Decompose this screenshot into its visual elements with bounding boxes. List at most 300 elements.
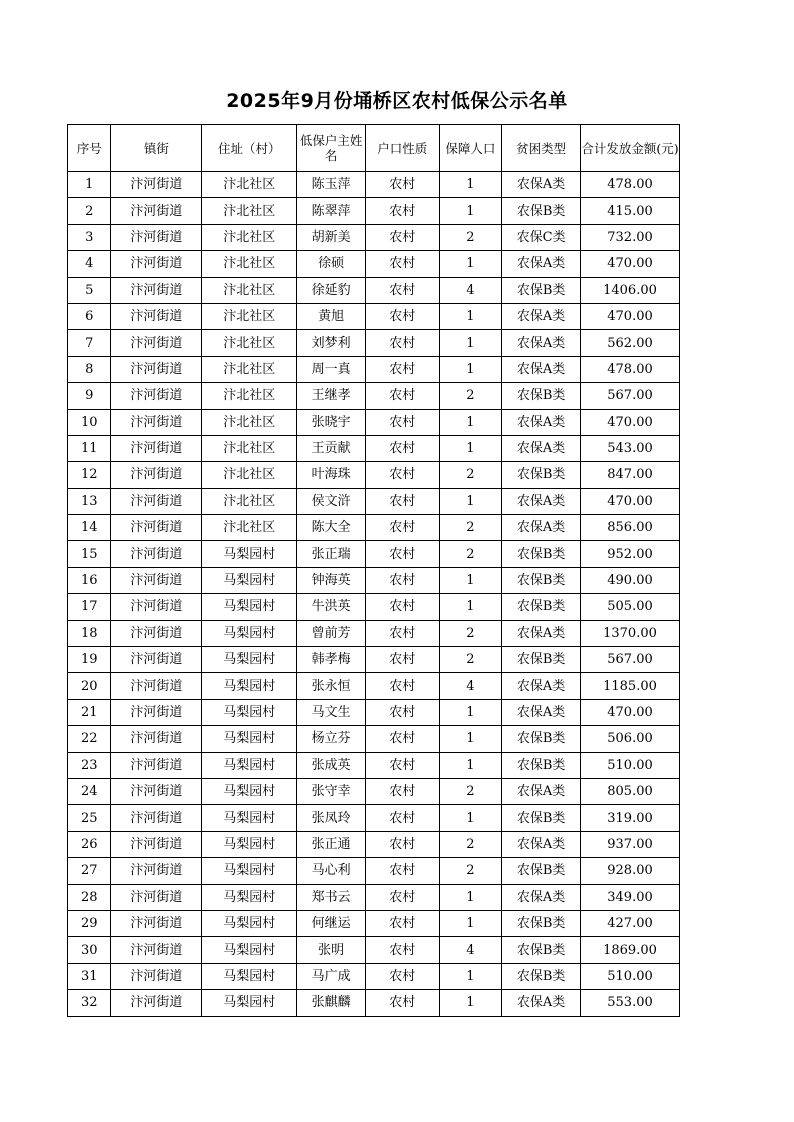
cell-address: 马梨园村 [202, 726, 297, 752]
cell-index: 14 [68, 515, 111, 541]
cell-covered-people: 1 [439, 409, 502, 435]
cell-covered-people: 1 [439, 488, 502, 514]
cell-covered-people: 1 [439, 726, 502, 752]
cell-poverty-type: 农保A类 [502, 330, 581, 356]
table-row [68, 910, 680, 936]
column-header-covered-people: 保障人口 [439, 125, 502, 172]
cell-town: 汴河街道 [111, 884, 202, 910]
cell-covered-people: 2 [439, 858, 502, 884]
table-row [68, 356, 680, 382]
cell-householder: 胡新美 [297, 224, 366, 250]
cell-total-amount: 470.00 [581, 303, 680, 329]
cell-householder: 马文生 [297, 699, 366, 725]
table-row [68, 383, 680, 409]
cell-hukou: 农村 [365, 937, 439, 963]
table-row [68, 330, 680, 356]
cell-hukou: 农村 [365, 541, 439, 567]
cell-covered-people: 4 [439, 673, 502, 699]
cell-covered-people: 1 [439, 910, 502, 936]
table-row [68, 673, 680, 699]
cell-address: 汴北社区 [202, 462, 297, 488]
cell-covered-people: 1 [439, 435, 502, 461]
table-row [68, 752, 680, 778]
table-row [68, 224, 680, 250]
cell-covered-people: 1 [439, 172, 502, 198]
cell-covered-people: 1 [439, 251, 502, 277]
cell-hukou: 农村 [365, 409, 439, 435]
cell-total-amount: 1406.00 [581, 277, 680, 303]
recipient-table [67, 124, 680, 1017]
table-row [68, 990, 680, 1016]
cell-poverty-type: 农保A类 [502, 831, 581, 857]
cell-total-amount: 470.00 [581, 409, 680, 435]
cell-total-amount: 415.00 [581, 198, 680, 224]
cell-hukou: 农村 [365, 303, 439, 329]
cell-town: 汴河街道 [111, 910, 202, 936]
cell-householder: 陈玉萍 [297, 172, 366, 198]
table-row [68, 778, 680, 804]
cell-poverty-type: 农保A类 [502, 172, 581, 198]
cell-total-amount: 543.00 [581, 435, 680, 461]
cell-index: 19 [68, 647, 111, 673]
cell-index: 17 [68, 594, 111, 620]
cell-total-amount: 1370.00 [581, 620, 680, 646]
cell-householder: 叶海珠 [297, 462, 366, 488]
cell-total-amount: 952.00 [581, 541, 680, 567]
cell-poverty-type: 农保B类 [502, 541, 581, 567]
cell-poverty-type: 农保B类 [502, 383, 581, 409]
cell-index: 5 [68, 277, 111, 303]
cell-covered-people: 1 [439, 356, 502, 382]
column-header-hukou: 户口性质 [365, 125, 439, 172]
cell-poverty-type: 农保A类 [502, 515, 581, 541]
table-row [68, 805, 680, 831]
cell-covered-people: 1 [439, 699, 502, 725]
cell-index: 2 [68, 198, 111, 224]
cell-hukou: 农村 [365, 884, 439, 910]
cell-hukou: 农村 [365, 990, 439, 1016]
cell-hukou: 农村 [365, 277, 439, 303]
cell-address: 马梨园村 [202, 647, 297, 673]
cell-householder: 黄旭 [297, 303, 366, 329]
cell-householder: 张麒麟 [297, 990, 366, 1016]
cell-poverty-type: 农保A类 [502, 251, 581, 277]
cell-total-amount: 505.00 [581, 594, 680, 620]
cell-address: 汴北社区 [202, 251, 297, 277]
cell-householder: 韩孝梅 [297, 647, 366, 673]
column-header-town: 镇街 [111, 125, 202, 172]
cell-poverty-type: 农保B类 [502, 567, 581, 593]
cell-index: 29 [68, 910, 111, 936]
cell-covered-people: 1 [439, 567, 502, 593]
cell-address: 汴北社区 [202, 303, 297, 329]
cell-address: 汴北社区 [202, 435, 297, 461]
cell-householder: 侯文浒 [297, 488, 366, 514]
cell-covered-people: 2 [439, 224, 502, 250]
cell-town: 汴河街道 [111, 198, 202, 224]
cell-covered-people: 4 [439, 937, 502, 963]
cell-address: 汴北社区 [202, 409, 297, 435]
cell-hukou: 农村 [365, 699, 439, 725]
cell-householder: 杨立芬 [297, 726, 366, 752]
cell-covered-people: 2 [439, 541, 502, 567]
cell-poverty-type: 农保A类 [502, 409, 581, 435]
table-row [68, 567, 680, 593]
cell-town: 汴河街道 [111, 172, 202, 198]
cell-town: 汴河街道 [111, 963, 202, 989]
cell-poverty-type: 农保B类 [502, 858, 581, 884]
cell-town: 汴河街道 [111, 937, 202, 963]
cell-total-amount: 506.00 [581, 726, 680, 752]
cell-poverty-type: 农保A类 [502, 884, 581, 910]
cell-address: 马梨园村 [202, 910, 297, 936]
column-header-total-amount: 合计发放金额(元) [581, 125, 680, 172]
cell-index: 12 [68, 462, 111, 488]
cell-covered-people: 2 [439, 831, 502, 857]
cell-index: 18 [68, 620, 111, 646]
cell-total-amount: 1869.00 [581, 937, 680, 963]
cell-hukou: 农村 [365, 963, 439, 989]
cell-hukou: 农村 [365, 831, 439, 857]
cell-address: 汴北社区 [202, 356, 297, 382]
cell-total-amount: 478.00 [581, 356, 680, 382]
table-header-row [68, 125, 680, 172]
cell-householder: 张成英 [297, 752, 366, 778]
cell-total-amount: 470.00 [581, 488, 680, 514]
cell-address: 马梨园村 [202, 990, 297, 1016]
cell-poverty-type: 农保A类 [502, 356, 581, 382]
cell-index: 6 [68, 303, 111, 329]
cell-total-amount: 567.00 [581, 647, 680, 673]
cell-town: 汴河街道 [111, 541, 202, 567]
cell-householder: 徐延豹 [297, 277, 366, 303]
cell-total-amount: 510.00 [581, 752, 680, 778]
table-row [68, 594, 680, 620]
cell-poverty-type: 农保B类 [502, 647, 581, 673]
cell-hukou: 农村 [365, 515, 439, 541]
cell-householder: 张正通 [297, 831, 366, 857]
cell-index: 26 [68, 831, 111, 857]
table-row [68, 515, 680, 541]
cell-poverty-type: 农保A类 [502, 699, 581, 725]
cell-householder: 张晓宇 [297, 409, 366, 435]
cell-poverty-type: 农保B类 [502, 277, 581, 303]
cell-covered-people: 1 [439, 805, 502, 831]
table-row [68, 462, 680, 488]
cell-hukou: 农村 [365, 673, 439, 699]
cell-index: 10 [68, 409, 111, 435]
cell-hukou: 农村 [365, 647, 439, 673]
cell-index: 21 [68, 699, 111, 725]
cell-covered-people: 1 [439, 303, 502, 329]
cell-hukou: 农村 [365, 435, 439, 461]
cell-town: 汴河街道 [111, 251, 202, 277]
cell-index: 31 [68, 963, 111, 989]
cell-total-amount: 937.00 [581, 831, 680, 857]
cell-covered-people: 1 [439, 990, 502, 1016]
cell-total-amount: 805.00 [581, 778, 680, 804]
cell-town: 汴河街道 [111, 778, 202, 804]
cell-town: 汴河街道 [111, 303, 202, 329]
cell-address: 马梨园村 [202, 858, 297, 884]
cell-hukou: 农村 [365, 251, 439, 277]
cell-householder: 马心利 [297, 858, 366, 884]
cell-householder: 王贡献 [297, 435, 366, 461]
cell-index: 28 [68, 884, 111, 910]
cell-householder: 牛洪英 [297, 594, 366, 620]
cell-index: 23 [68, 752, 111, 778]
cell-householder: 徐硕 [297, 251, 366, 277]
cell-poverty-type: 农保A类 [502, 778, 581, 804]
cell-covered-people: 2 [439, 778, 502, 804]
cell-covered-people: 1 [439, 198, 502, 224]
cell-hukou: 农村 [365, 726, 439, 752]
table-row [68, 831, 680, 857]
cell-index: 1 [68, 172, 111, 198]
cell-covered-people: 4 [439, 277, 502, 303]
table-row [68, 172, 680, 198]
cell-total-amount: 490.00 [581, 567, 680, 593]
cell-total-amount: 427.00 [581, 910, 680, 936]
column-header-index: 序号 [68, 125, 111, 172]
cell-householder: 钟海英 [297, 567, 366, 593]
cell-householder: 陈翠萍 [297, 198, 366, 224]
cell-index: 3 [68, 224, 111, 250]
cell-poverty-type: 农保A类 [502, 303, 581, 329]
cell-householder: 张守幸 [297, 778, 366, 804]
table-row [68, 435, 680, 461]
cell-town: 汴河街道 [111, 673, 202, 699]
cell-covered-people: 1 [439, 963, 502, 989]
cell-hukou: 农村 [365, 858, 439, 884]
cell-town: 汴河街道 [111, 752, 202, 778]
table-row [68, 277, 680, 303]
cell-householder: 张凤玲 [297, 805, 366, 831]
cell-hukou: 农村 [365, 330, 439, 356]
cell-covered-people: 2 [439, 462, 502, 488]
cell-address: 汴北社区 [202, 488, 297, 514]
cell-total-amount: 732.00 [581, 224, 680, 250]
cell-covered-people: 2 [439, 515, 502, 541]
cell-poverty-type: 农保B类 [502, 937, 581, 963]
cell-hukou: 农村 [365, 383, 439, 409]
cell-address: 汴北社区 [202, 198, 297, 224]
cell-hukou: 农村 [365, 620, 439, 646]
cell-householder: 郑书云 [297, 884, 366, 910]
cell-householder: 张明 [297, 937, 366, 963]
cell-address: 汴北社区 [202, 172, 297, 198]
table-row [68, 699, 680, 725]
table-row [68, 884, 680, 910]
cell-householder: 周一真 [297, 356, 366, 382]
cell-address: 马梨园村 [202, 831, 297, 857]
cell-town: 汴河街道 [111, 620, 202, 646]
cell-address: 马梨园村 [202, 673, 297, 699]
cell-town: 汴河街道 [111, 409, 202, 435]
cell-hukou: 农村 [365, 567, 439, 593]
cell-householder: 王继孝 [297, 383, 366, 409]
cell-index: 30 [68, 937, 111, 963]
cell-town: 汴河街道 [111, 594, 202, 620]
cell-total-amount: 470.00 [581, 699, 680, 725]
cell-town: 汴河街道 [111, 383, 202, 409]
cell-index: 16 [68, 567, 111, 593]
cell-town: 汴河街道 [111, 699, 202, 725]
cell-householder: 张正瑞 [297, 541, 366, 567]
cell-hukou: 农村 [365, 488, 439, 514]
cell-index: 8 [68, 356, 111, 382]
cell-poverty-type: 农保B类 [502, 752, 581, 778]
cell-total-amount: 928.00 [581, 858, 680, 884]
cell-town: 汴河街道 [111, 488, 202, 514]
cell-poverty-type: 农保B类 [502, 198, 581, 224]
cell-address: 马梨园村 [202, 594, 297, 620]
cell-index: 15 [68, 541, 111, 567]
table-row [68, 620, 680, 646]
cell-poverty-type: 农保A类 [502, 488, 581, 514]
cell-hukou: 农村 [365, 356, 439, 382]
page-title: 2025年9月份埇桥区农村低保公示名单 [226, 90, 568, 112]
cell-hukou: 农村 [365, 198, 439, 224]
cell-total-amount: 510.00 [581, 963, 680, 989]
cell-poverty-type: 农保B类 [502, 963, 581, 989]
cell-total-amount: 319.00 [581, 805, 680, 831]
cell-poverty-type: 农保B类 [502, 462, 581, 488]
cell-poverty-type: 农保B类 [502, 726, 581, 752]
cell-hukou: 农村 [365, 462, 439, 488]
cell-town: 汴河街道 [111, 330, 202, 356]
cell-poverty-type: 农保A类 [502, 673, 581, 699]
cell-covered-people: 1 [439, 752, 502, 778]
cell-town: 汴河街道 [111, 224, 202, 250]
cell-poverty-type: 农保B类 [502, 805, 581, 831]
cell-address: 马梨园村 [202, 805, 297, 831]
cell-address: 马梨园村 [202, 884, 297, 910]
cell-total-amount: 470.00 [581, 251, 680, 277]
cell-town: 汴河街道 [111, 462, 202, 488]
column-header-householder: 低保户主姓名 [297, 125, 366, 172]
cell-town: 汴河街道 [111, 831, 202, 857]
cell-householder: 陈大全 [297, 515, 366, 541]
cell-index: 24 [68, 778, 111, 804]
cell-poverty-type: 农保A类 [502, 435, 581, 461]
cell-town: 汴河街道 [111, 990, 202, 1016]
cell-covered-people: 2 [439, 620, 502, 646]
table-row [68, 488, 680, 514]
cell-address: 马梨园村 [202, 778, 297, 804]
cell-address: 马梨园村 [202, 963, 297, 989]
cell-index: 9 [68, 383, 111, 409]
cell-householder: 张永恒 [297, 673, 366, 699]
cell-address: 汴北社区 [202, 515, 297, 541]
cell-total-amount: 1185.00 [581, 673, 680, 699]
table-row [68, 937, 680, 963]
cell-covered-people: 1 [439, 594, 502, 620]
cell-address: 汴北社区 [202, 330, 297, 356]
cell-total-amount: 349.00 [581, 884, 680, 910]
table-row [68, 541, 680, 567]
table-row [68, 409, 680, 435]
column-header-poverty-type: 贫困类型 [502, 125, 581, 172]
cell-covered-people: 1 [439, 330, 502, 356]
cell-total-amount: 562.00 [581, 330, 680, 356]
cell-index: 20 [68, 673, 111, 699]
cell-index: 22 [68, 726, 111, 752]
cell-hukou: 农村 [365, 805, 439, 831]
cell-householder: 曾前芳 [297, 620, 366, 646]
cell-address: 马梨园村 [202, 567, 297, 593]
cell-town: 汴河街道 [111, 515, 202, 541]
cell-address: 马梨园村 [202, 699, 297, 725]
cell-town: 汴河街道 [111, 277, 202, 303]
cell-total-amount: 567.00 [581, 383, 680, 409]
table-row [68, 251, 680, 277]
table-row [68, 647, 680, 673]
cell-householder: 马广成 [297, 963, 366, 989]
cell-address: 汴北社区 [202, 277, 297, 303]
table-row [68, 963, 680, 989]
cell-address: 马梨园村 [202, 937, 297, 963]
cell-index: 4 [68, 251, 111, 277]
cell-index: 27 [68, 858, 111, 884]
cell-town: 汴河街道 [111, 356, 202, 382]
cell-hukou: 农村 [365, 172, 439, 198]
cell-covered-people: 2 [439, 383, 502, 409]
cell-address: 汴北社区 [202, 383, 297, 409]
cell-town: 汴河街道 [111, 435, 202, 461]
cell-address: 马梨园村 [202, 620, 297, 646]
cell-town: 汴河街道 [111, 647, 202, 673]
cell-hukou: 农村 [365, 752, 439, 778]
cell-total-amount: 478.00 [581, 172, 680, 198]
cell-address: 马梨园村 [202, 752, 297, 778]
cell-hukou: 农村 [365, 594, 439, 620]
cell-poverty-type: 农保A类 [502, 620, 581, 646]
cell-householder: 何继运 [297, 910, 366, 936]
cell-index: 11 [68, 435, 111, 461]
table-row [68, 726, 680, 752]
table-body [68, 172, 680, 1017]
cell-householder: 刘梦利 [297, 330, 366, 356]
cell-index: 13 [68, 488, 111, 514]
cell-hukou: 农村 [365, 224, 439, 250]
cell-index: 32 [68, 990, 111, 1016]
cell-covered-people: 2 [439, 647, 502, 673]
cell-address: 汴北社区 [202, 224, 297, 250]
cell-poverty-type: 农保C类 [502, 224, 581, 250]
table-row [68, 858, 680, 884]
cell-total-amount: 856.00 [581, 515, 680, 541]
cell-covered-people: 1 [439, 884, 502, 910]
cell-poverty-type: 农保B类 [502, 594, 581, 620]
cell-index: 7 [68, 330, 111, 356]
cell-address: 马梨园村 [202, 541, 297, 567]
cell-total-amount: 553.00 [581, 990, 680, 1016]
cell-hukou: 农村 [365, 910, 439, 936]
cell-index: 25 [68, 805, 111, 831]
cell-town: 汴河街道 [111, 726, 202, 752]
cell-town: 汴河街道 [111, 858, 202, 884]
column-header-address: 住址（村） [202, 125, 297, 172]
cell-town: 汴河街道 [111, 567, 202, 593]
cell-hukou: 农村 [365, 778, 439, 804]
cell-poverty-type: 农保A类 [502, 990, 581, 1016]
cell-town: 汴河街道 [111, 805, 202, 831]
table-row [68, 303, 680, 329]
cell-total-amount: 847.00 [581, 462, 680, 488]
table-row [68, 198, 680, 224]
cell-poverty-type: 农保B类 [502, 910, 581, 936]
